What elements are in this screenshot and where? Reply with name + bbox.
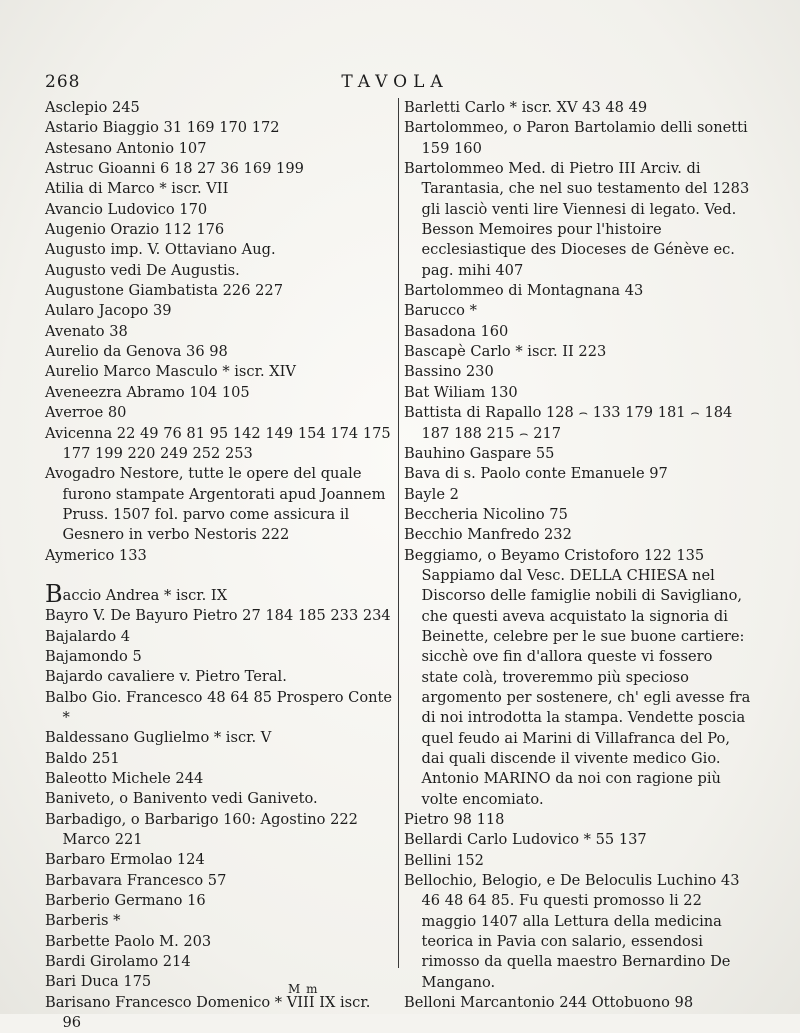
index-entry: [404, 525, 752, 545]
index-entry-text: Belloni Marcantonio 244 Ottobuono 98: [404, 994, 694, 1012]
index-entry-text: Bascapè Carlo * iscr. II 223: [404, 343, 607, 361]
index-entry: [404, 322, 752, 342]
index-entry-text: Baniveto, o Banivento vedi Ganiveto.: [45, 790, 318, 808]
index-entry: [404, 98, 752, 118]
section-initial: B: [45, 579, 63, 608]
index-entry-text: Bayle 2: [404, 485, 459, 503]
index-entry-text: Aularo Jacopo 39: [45, 302, 172, 320]
index-entry: [404, 403, 752, 444]
index-entry-text: Bari Duca 175: [45, 973, 152, 991]
index-entry: [404, 485, 752, 505]
index-entry-text: Battista di Rapallo 128 ⌢ 133 179 181 ⌢ 184 187 188 215 ⌢ 217: [404, 404, 737, 442]
index-entry-text: Barbavara Francesco 57: [45, 871, 227, 889]
index-entry: [45, 322, 393, 342]
index-entry-text: Barberio Germano 16: [45, 892, 206, 910]
index-entry-text: Bajamondo 5: [45, 647, 142, 665]
index-entry: [45, 749, 393, 769]
index-entry-text: Bassino 230: [404, 363, 494, 381]
index-entry-text: Bellini 152: [404, 851, 484, 869]
index-entry: [45, 159, 393, 179]
index-entry-text: Pietro 98 118: [404, 811, 505, 829]
page-number: 268: [45, 72, 81, 92]
index-entry-text: Bartolommeo, o Paron Bartolamio delli sonetti 159 160: [404, 119, 753, 157]
index-entry: [45, 301, 393, 321]
index-entry: [45, 891, 393, 911]
index-entry-text: Astruc Gioanni 6 18 27 36 169 199: [45, 160, 304, 178]
index-entry: [45, 789, 393, 809]
index-entry: [45, 139, 393, 159]
index-entry: [45, 952, 393, 972]
index-entry-text: Barisano Francesco Domenico * VIII IX iscr. 96: [45, 993, 375, 1032]
index-entry: [45, 911, 393, 931]
index-entry: [45, 728, 393, 748]
index-entry: [45, 220, 393, 240]
index-entry: [45, 688, 397, 729]
index-entry: [45, 546, 393, 566]
index-entry: [45, 769, 393, 789]
column-divider: [398, 98, 399, 968]
index-entry-text: Bava di s. Paolo conte Emanuele 97: [404, 465, 668, 483]
index-entry: [45, 362, 393, 382]
index-entry-text: Barberis *: [45, 912, 121, 930]
page-header: [45, 72, 745, 98]
index-entry: [45, 383, 393, 403]
index-entry: [45, 993, 393, 1033]
index-entry: [45, 403, 393, 423]
index-entry-text: Beggiamo, o Beyamo Cristoforo 122 135 Sappiamo dal Vesc. DELLA CHIESA nel Discorso delle famiglie nobili di Savigliano, che questi aveva acquistato la signoria di Beinette, celebre per le sue buone cartiere: sicchè ove fin d'allora queste vi fossero state colà, troveremmo più specioso argomento per sostenere, ch' egli avesse fra di noi introdotta la stampa. Vendette poscia quel feudo ai Marini di Villafranca del Po, dai quali discende il vivente medico Gio. Antonio MARINO da noi con ragione più volte encomiato.: [404, 546, 756, 808]
index-entry: [45, 667, 393, 687]
index-entry: [45, 424, 396, 465]
index-entry-text: Baldessano Guglielmo * iscr. V: [45, 729, 272, 747]
index-entry: [404, 464, 752, 484]
running-head: TAVOLA: [341, 72, 449, 92]
index-entry-text: Balbo Gio. Francesco 48 64 85 Prospero Conte *: [45, 688, 397, 726]
index-entry-text: Asclepio 245: [45, 99, 140, 116]
index-entry-text: Avogadro Nestore, tutte le opere del quale furono stampate Argentorati apud Joannem Pruss. 1507 fol. parvo come assicura il Gesnero in verbo Nestoris 222: [45, 465, 391, 544]
index-entry-text: Basadona 160: [404, 322, 509, 340]
index-entry: [404, 281, 752, 301]
index-entry: [45, 627, 393, 647]
index-entry-text: Astesano Antonio 107: [45, 139, 207, 157]
index-entry: [45, 932, 393, 952]
index-entry: [45, 647, 393, 667]
index-entry: [45, 579, 393, 608]
index-entry: [45, 871, 393, 891]
index-entry-text: Aveneezra Abramo 104 105: [45, 383, 250, 401]
index-entry: [45, 810, 393, 851]
index-entry: [404, 505, 752, 525]
index-entry: [404, 993, 752, 1013]
index-entry-text: Aurelio da Genova 36 98: [45, 343, 228, 361]
index-entry: [404, 342, 752, 362]
index-entry-text: Barucco *: [404, 302, 477, 320]
index-column-left: [45, 98, 397, 1033]
index-entry: [45, 850, 393, 870]
index-entry: [45, 179, 393, 199]
index-entry-text: Barbadigo, o Barbarigo 160: Agostino 222 Marco 221: [45, 810, 363, 849]
signature-mark: M m: [288, 982, 319, 996]
index-entry: [404, 118, 752, 159]
index-entry-text: Bartolommeo di Montagnana 43: [404, 282, 644, 300]
index-entry-text: Barletti Carlo * iscr. XV 43 48 49: [404, 99, 648, 116]
index-entry-text: Bardi Girolamo 214: [45, 953, 191, 971]
index-column-right: [404, 98, 756, 1013]
index-entry: [404, 851, 752, 871]
index-entry-text: Baleotto Michele 244: [45, 770, 204, 787]
index-entry-text: accio Andrea * iscr. IX: [62, 586, 228, 604]
index-entry: [45, 606, 393, 626]
index-entry-text: Aurelio Marco Masculo * iscr. XIV: [45, 363, 296, 381]
index-entry: [404, 362, 752, 382]
index-entry-text: Baldo 251: [45, 749, 120, 767]
index-entry-text: Atilia di Marco * iscr. VII: [45, 180, 229, 198]
index-entry-text: Bayro V. De Bayuro Pietro 27 184 185 233 234: [45, 607, 391, 625]
index-entry: [45, 261, 393, 281]
index-entry-text: Bauhino Gaspare 55: [404, 444, 555, 462]
index-entry: [45, 240, 393, 260]
index-entry-text: Beccheria Nicolino 75: [404, 505, 568, 523]
index-entry: [404, 301, 752, 321]
index-entry-text: Augusto vedi De Augustis.: [45, 261, 240, 279]
index-entry: [45, 281, 393, 301]
index-entry: [404, 871, 752, 993]
index-entry-text: Bajalardo 4: [45, 627, 131, 645]
index-entry-text: Augenio Orazio 112 176: [45, 221, 225, 239]
index-entry: [45, 98, 393, 118]
index-entry-text: Bellardi Carlo Ludovico * 55 137: [404, 831, 647, 849]
index-entry-text: Averroe 80: [45, 404, 127, 422]
index-entry-text: Augustone Giambatista 226 227: [45, 282, 283, 300]
index-entry: [404, 444, 752, 464]
index-entry: [45, 118, 393, 138]
index-entry: [45, 464, 393, 545]
index-entry: [404, 159, 752, 281]
index-entry-text: Astario Biaggio 31 169 170 172: [45, 119, 280, 137]
index-entry: [45, 342, 393, 362]
index-entry: [404, 383, 752, 403]
index-entry: [45, 200, 393, 220]
index-entry-text: Avancio Ludovico 170: [45, 200, 208, 218]
index-entry-text: Augusto imp. V. Ottaviano Aug.: [45, 241, 276, 259]
index-entry: [404, 810, 752, 830]
index-entry-text: Barbette Paolo M. 203: [45, 932, 212, 950]
index-entry-text: Avicenna 22 49 76 81 95 142 149 154 174 175 177 199 220 249 252 253: [45, 424, 396, 462]
index-entry-text: Bellochio, Belogio, e De Beloculis Luchino 43 46 48 64 85. Fu questi promosso li 22 maggio 1407 alla Lettura della medicina teorica in Pavia con salario, essendosi rimosso da quella maestro Bernardino De Mangano.: [404, 872, 745, 991]
index-entry-text: Becchio Manfredo 232: [404, 526, 572, 544]
index-entry-text: Barbaro Ermolao 124: [45, 851, 205, 869]
index-entry-text: Bartolommeo Med. di Pietro III Arciv. di Tarantasia, che nel suo testamento del 1283 gli lasciò venti lire Viennesi di legato. Ved. Besson Memoires pour l'histoire ecclesiastique des Dioceses de Génève ec. pag. mihi 407: [404, 160, 754, 279]
index-entry-text: Bat Wiliam 130: [404, 383, 518, 401]
index-entry-text: Aymerico 133: [45, 546, 147, 564]
index-entry: [404, 546, 756, 810]
index-entry-text: Bajardo cavaliere v. Pietro Teral.: [45, 668, 287, 686]
index-entry: [404, 830, 752, 850]
index-entry: [45, 972, 393, 992]
index-entry-text: Avenato 38: [45, 322, 128, 340]
